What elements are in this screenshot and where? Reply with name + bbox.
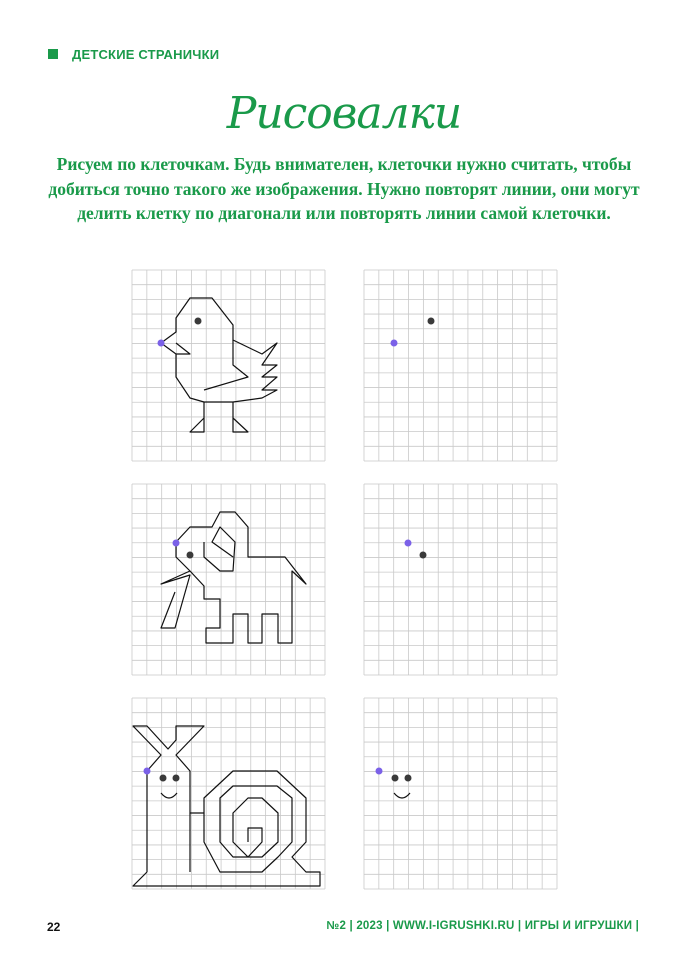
publication-info: №2 | 2023 | WWW.I-IGRUSHKI.RU | ИГРЫ И ИГРУШКИ | <box>326 920 639 932</box>
elephant-exercise-grid <box>364 484 557 675</box>
snail-exercise-left-eye <box>392 775 399 782</box>
snail-left-eye <box>160 775 167 782</box>
chick-exercise-eye <box>428 318 435 325</box>
snail-drawing <box>133 726 320 886</box>
snail-right-eye <box>173 775 180 782</box>
chick-exercise-start-dot <box>391 340 398 347</box>
section-label: ДЕТСКИЕ СТРАНИЧКИ <box>72 46 220 62</box>
snail-start-dot <box>144 768 151 775</box>
elephant-start-dot <box>173 540 180 547</box>
elephant-exercise-start-dot <box>405 540 412 547</box>
elephant-drawing <box>161 512 306 643</box>
elephant-example-grid <box>132 484 325 675</box>
snail-exercise-smile <box>394 793 410 798</box>
chick-eye <box>195 318 202 325</box>
snail-exercise-grid <box>364 698 557 889</box>
snail-exercise-right-eye <box>405 775 412 782</box>
elephant-exercise-eye <box>420 552 427 559</box>
chick-drawing <box>161 298 277 432</box>
elephant-eye <box>187 552 194 559</box>
intro-instructions: Рисуем по клеточкам. Будь внимателен, клеточки нужно считать, чтобы добиться точно такого же изображения. Нужно повторят линии, они могут делить клетку по диагонали или повторять линии самой клеточки. <box>48 154 640 223</box>
page-title: Рисовалки <box>226 88 462 139</box>
chick-exercise-grid <box>364 270 557 461</box>
page-number: 22 <box>47 920 61 934</box>
snail-smile <box>161 793 177 798</box>
chick-start-dot <box>158 340 165 347</box>
chick-example-grid <box>132 270 325 461</box>
snail-exercise-start-dot <box>376 768 383 775</box>
